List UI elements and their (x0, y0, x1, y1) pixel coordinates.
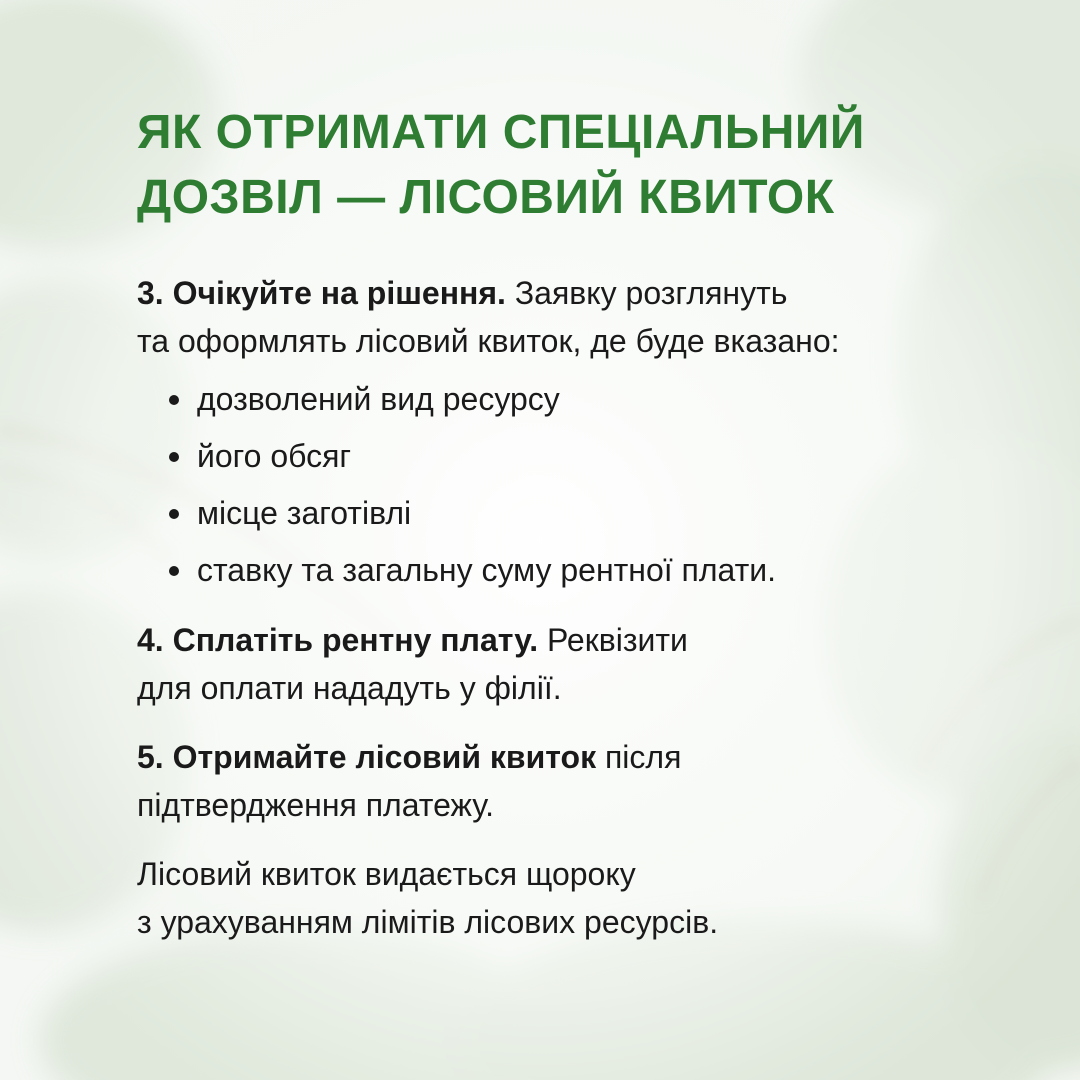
page-title (137, 100, 1017, 230)
step-5-text-1: після (596, 739, 682, 775)
step-4-paragraph (137, 616, 1017, 712)
list-item-text: його обсяг (197, 438, 352, 474)
step-4-text-2: для оплати нададуть у філії. (137, 670, 562, 706)
list-item-text: місце заготівлі (197, 495, 412, 531)
step-3-line-1 (137, 269, 1017, 317)
bullet-icon (169, 395, 179, 405)
content-area (137, 100, 1017, 946)
step-4-heading: 4. Сплатіть рентну плату. (137, 622, 539, 658)
note-line-1: Лісовий квиток видається щороку (137, 856, 636, 892)
list-item-text: ставку та загальну суму рентної плати. (197, 552, 777, 588)
step-5-line-1 (137, 733, 1017, 781)
step-3-text-2: та оформлять лісовий квиток, де буде вказано: (137, 323, 840, 359)
list-item (165, 428, 1017, 485)
bullet-icon (169, 452, 179, 462)
annual-note (137, 850, 1017, 946)
step-3-heading: 3. Очікуйте на рішення. (137, 275, 506, 311)
step-3-paragraph (137, 269, 1017, 365)
step-3-text-1: Заявку розглянуть (505, 275, 788, 311)
list-item (165, 371, 1017, 428)
list-item (165, 542, 1017, 599)
step-4-line-1 (137, 616, 1017, 664)
bullet-icon (169, 566, 179, 576)
note-line-2: з урахуванням лімітів лісових ресурсів. (137, 904, 719, 940)
title-line-1: ЯК ОТРИМАТИ СПЕЦІАЛЬНИЙ (137, 106, 865, 159)
title-line-2: ДОЗВІЛ — ЛІСОВИЙ КВИТОК (137, 171, 835, 224)
step-5-text-2: підтвердження платежу. (137, 787, 494, 823)
step-5-paragraph (137, 733, 1017, 829)
bullet-icon (169, 509, 179, 519)
list-item-text: дозволений вид ресурсу (197, 381, 560, 417)
permit-details-list (137, 371, 1017, 599)
step-4-text-1: Реквізити (538, 622, 688, 658)
list-item (165, 485, 1017, 542)
step-5-heading: 5. Отримайте лісовий квиток (137, 739, 597, 775)
